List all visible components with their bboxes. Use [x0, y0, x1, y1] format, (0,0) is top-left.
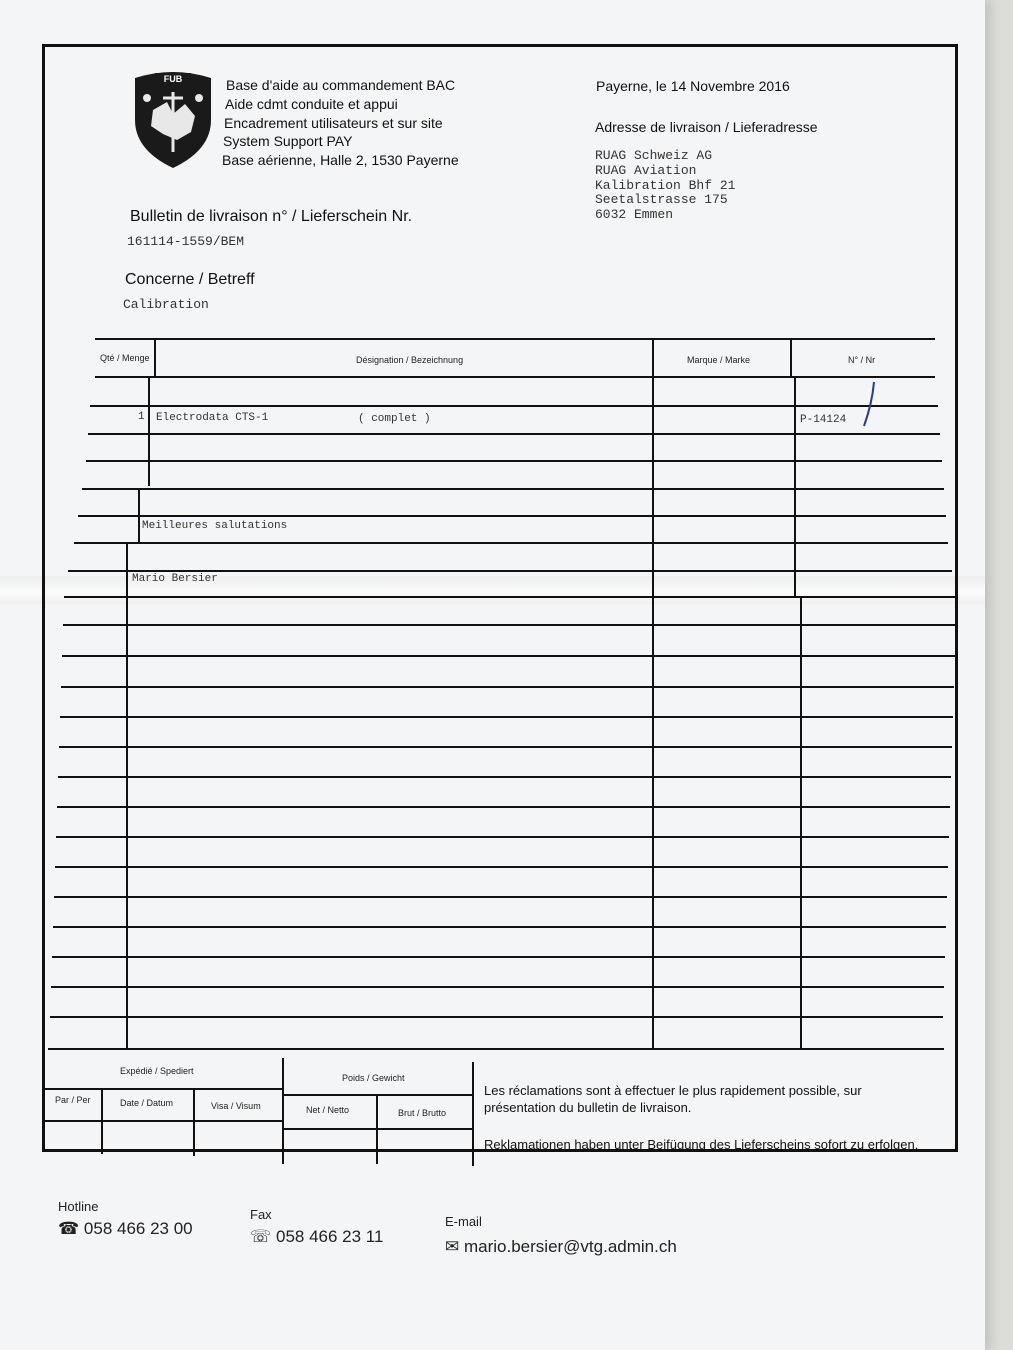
brut-label: Brut / Brutto — [398, 1108, 447, 1118]
header-number: N° / Nr — [848, 355, 876, 365]
org-line-2: Aide cdmt conduite et appui — [225, 96, 398, 112]
fax-number: ☏ 058 466 23 11 — [250, 1227, 384, 1246]
item-number: P-14124 — [800, 414, 847, 426]
email-label: E-mail — [445, 1214, 482, 1229]
visa-label: Visa / Visum — [211, 1101, 261, 1111]
hotline-label: Hotline — [58, 1199, 99, 1214]
fax-icon: ☏ — [250, 1227, 272, 1246]
delivery-address-label: Adresse de livraison / Lieferadresse — [595, 119, 818, 135]
org-line-3: Encadrement utilisateurs et sur site — [224, 115, 443, 131]
org-line-5: Base aérienne, Halle 2, 1530 Payerne — [222, 152, 459, 168]
header-designation: Désignation / Bezeichnung — [356, 355, 464, 365]
org-line-4: System Support PAY — [223, 133, 353, 149]
date-label: Date / Datum — [120, 1098, 174, 1108]
address-line-4: Seetalstrasse 175 — [595, 192, 728, 207]
fax-label: Fax — [250, 1207, 272, 1222]
address-line-2: RUAG Aviation — [595, 163, 697, 178]
greeting: Meilleures salutations — [142, 520, 288, 532]
header-qty: Qté / Menge — [100, 353, 150, 363]
par-label: Par / Per — [55, 1095, 91, 1105]
address-line-3: Kalibration Bhf 21 — [595, 178, 736, 193]
org-line-1: Base d'aide au commandement BAC — [226, 77, 456, 93]
item-note: ( complet ) — [358, 413, 431, 425]
bulletin-number: 161114-1559/BEM — [127, 234, 245, 249]
header-brand: Marque / Marke — [687, 355, 751, 365]
address-line-5: 6032 Emmen — [595, 207, 674, 222]
expedie-label: Expédié / Spediert — [120, 1066, 194, 1076]
concerne-value: Calibration — [123, 297, 209, 312]
date-line: Payerne, le 14 Novembre 2016 — [596, 78, 790, 94]
logo-text: FUB — [163, 74, 183, 84]
hotline-number: ☎ 058 466 23 00 — [58, 1219, 193, 1238]
email-address[interactable]: ✉ mario.bersier@vtg.admin.ch — [445, 1237, 677, 1256]
net-label: Net / Netto — [306, 1105, 350, 1115]
complaint-note-fr: Les réclamations sont à effectuer le plus rapidement possible, sur présentation du bulletin de livraison. — [484, 1083, 862, 1115]
concerne-label: Concerne / Betreff — [125, 271, 255, 288]
item-designation: Electrodata CTS-1 — [156, 412, 269, 424]
bulletin-label: Bulletin de livraison n° / Lieferschein Nr. — [130, 208, 413, 225]
signature: Mario Bersier — [132, 573, 218, 585]
handwritten-check-mark — [862, 380, 878, 428]
phone-icon: ☎ — [58, 1219, 80, 1238]
poids-label: Poids / Gewicht — [342, 1073, 405, 1083]
envelope-icon: ✉ — [445, 1237, 460, 1256]
complaint-note-de: Reklamationen haben unter Beifügung des Lieferscheins sofort zu erfolgen. — [484, 1137, 919, 1152]
address-line-1: RUAG Schweiz AG — [595, 148, 713, 163]
item-qty: 1 — [138, 411, 145, 423]
